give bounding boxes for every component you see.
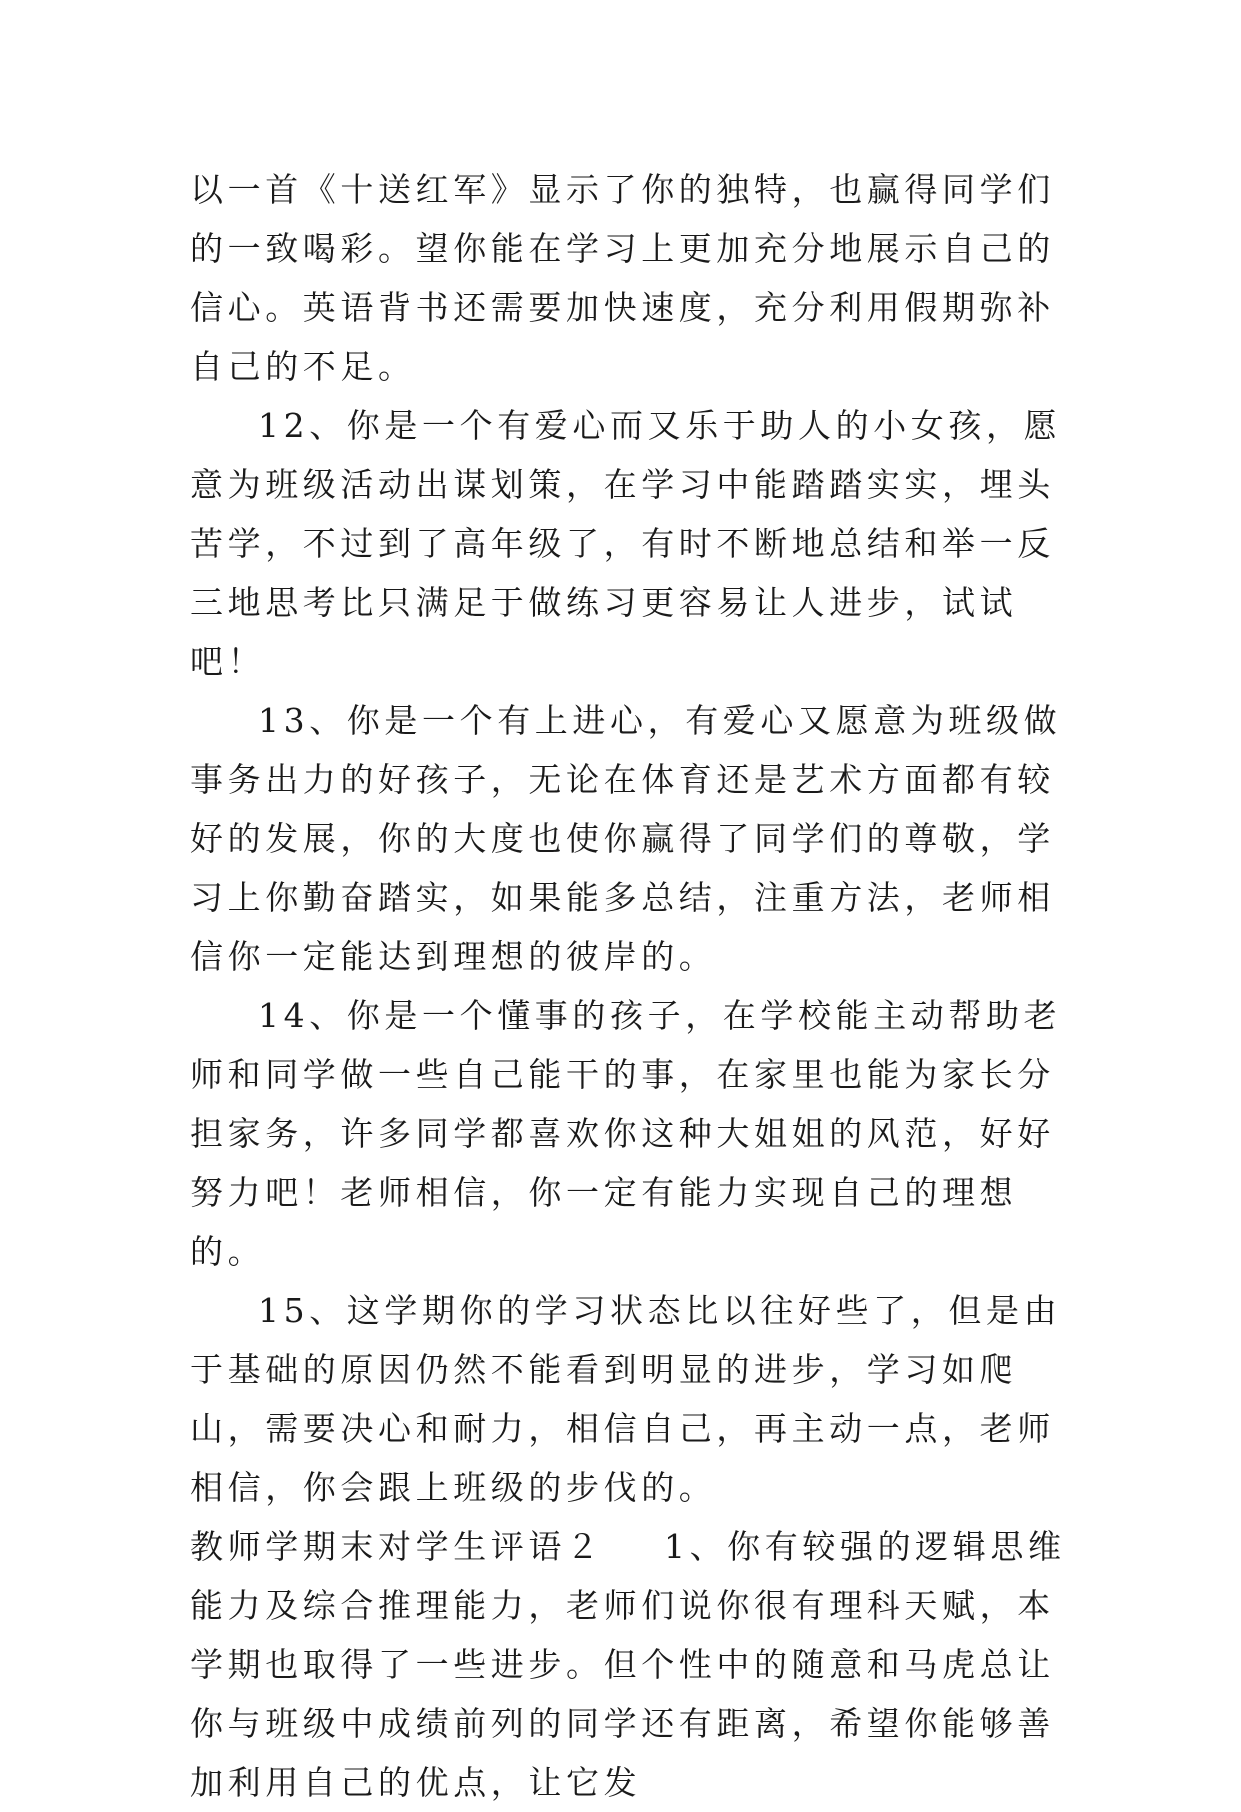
section-2-heading: 教师学期末对学生评语２ xyxy=(190,1527,604,1566)
paragraph-12: 12、你是一个有爱心而又乐于助人的小女孩，愿意为班级活动出谋划策，在学习中能踏踏实实，埋头苦学，不过到了高年级了，有时不断地总结和举一反三地思考比只满足于做练习更容易让人进步，试试吧！ xyxy=(190,406,1062,681)
paragraph-14: 14、你是一个懂事的孩子，在学校能主动帮助老师和同学做一些自己能干的事，在家里也能为家长分担家务，许多同学都喜欢你这种大姐姐的风范，好好努力吧！老师相信，你一定有能力实现自己的理想的。 xyxy=(190,996,1062,1271)
document-body xyxy=(190,160,1070,1812)
paragraph-continued: 以一首《十送红军》显示了你的独特，也赢得同学们的一致喝彩。望你能在学习上更加充分地展示自己的信心。英语背书还需要加快速度，充分利用假期弥补自己的不足。 xyxy=(190,170,1055,386)
paragraph-15: 15、这学期你的学习状态比以往好些了，但是由于基础的原因仍然不能看到明显的进步，学习如爬山，需要决心和耐力，相信自己，再主动一点，老师相信，你会跟上班级的步伐的。 xyxy=(190,1291,1062,1507)
paragraph-13: 13、你是一个有上进心，有爱心又愿意为班级做事务出力的好孩子，无论在体育还是艺术方面都有较好的发展，你的大度也使你赢得了同学们的尊敬，学习上你勤奋踏实，如果能多总结，注重方法，老师相信你一定能达到理想的彼岸的。 xyxy=(190,701,1062,976)
heading-spacer xyxy=(604,1527,664,1566)
section-2-text: 1、你有较强的逻辑思维能力及综合推理能力，老师们说你很有理科天赋，本学期也取得了一些进步。但个性中的随意和马虎总让你与班级中成绩前列的同学还有距离，希望你能够善加利用自己的优点，让它发 xyxy=(190,1527,1066,1802)
section-2-paragraph xyxy=(190,1517,1070,1812)
